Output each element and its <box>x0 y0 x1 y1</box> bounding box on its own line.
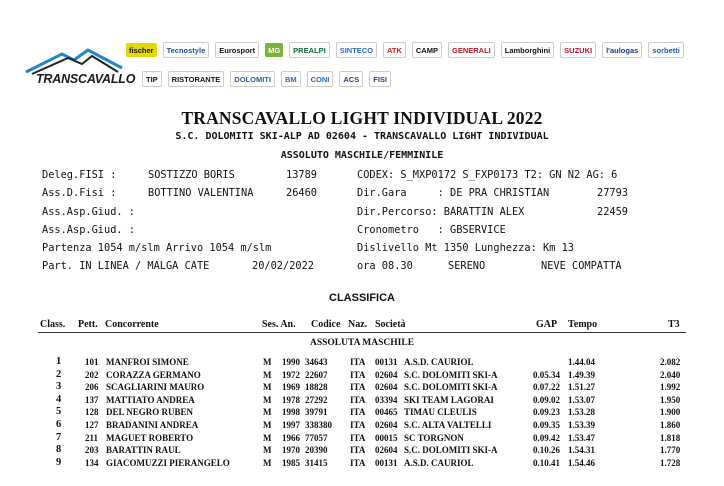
col-pett: Pett. <box>78 319 98 330</box>
section-title: ASSOLUTA MASCHILE <box>309 338 415 348</box>
cell-t3-points: 1.950 <box>660 394 681 405</box>
cell-position: 3 <box>56 381 62 393</box>
table-row <box>0 433 724 445</box>
cell-club-code: 02604 <box>375 445 398 456</box>
cell-gap: 0.09.35 <box>533 420 560 430</box>
cell-time: 1.54.31 <box>568 445 595 456</box>
cell-gap: 0.07.22 <box>533 382 560 393</box>
sponsor-logo: MG <box>265 43 283 57</box>
cell-club-code: 00131 <box>375 457 398 468</box>
sponsor-logo: l'aulogas <box>602 42 642 58</box>
cell-athlete-name: SCAGLIARINI MAURO <box>106 382 205 393</box>
cell-athlete-name: MAGUET ROBERTO <box>106 432 194 443</box>
cell-position: 8 <box>56 444 62 456</box>
cell-t3-points: 1.992 <box>660 382 681 393</box>
sponsor-logo: PREALPI <box>289 42 330 58</box>
sponsor-logo: Tecnostyle <box>163 42 210 58</box>
classifica-heading: CLASSIFICA <box>329 292 395 304</box>
cell-position: 7 <box>56 431 62 443</box>
cell-athlete-name: MATTIATO ANDREA <box>106 394 195 405</box>
deleg-name: SOSTIZZO BORIS <box>148 169 235 181</box>
cell-gap: 0.09.02 <box>533 394 560 405</box>
cell-athlete-name: CORAZZA GERMANO <box>106 369 201 380</box>
col-societa: Società <box>375 319 406 330</box>
cell-club-code: 00015 <box>375 432 398 443</box>
cell-bib-number: 206 <box>85 382 99 393</box>
race-date: 20/02/2022 <box>252 260 314 272</box>
dir-gara-code: 27793 <box>597 187 628 199</box>
cell-time: 1.51.27 <box>568 382 595 393</box>
cell-birth-year: 1970 <box>282 445 300 456</box>
sponsor-logo: BM <box>281 71 301 87</box>
cell-nation: ITA <box>350 394 366 405</box>
cell-t3-points: 1.860 <box>660 420 681 430</box>
sponsor-logo: ACS <box>339 71 363 87</box>
cell-time: 1.53.07 <box>568 394 595 405</box>
cell-time: 1.54.46 <box>568 457 595 468</box>
cell-athlete-name: BARATTIN RAUL <box>106 445 181 456</box>
cell-athlete-name: MANFROI SIMONE <box>106 357 189 367</box>
sponsor-logo: DOLOMITI <box>230 71 275 87</box>
cell-sex: M <box>263 394 272 405</box>
cell-fisi-code: 34643 <box>305 357 328 367</box>
table-row <box>0 395 724 407</box>
sponsor-strip-bottom <box>142 71 632 87</box>
cell-bib-number: 134 <box>85 457 99 468</box>
col-codice: Codice <box>311 319 341 330</box>
weather: SERENO <box>448 260 486 272</box>
sponsor-logo: TIP <box>142 71 162 87</box>
assd-name: BOTTINO VALENTINA <box>148 187 254 199</box>
cell-club-code: 02604 <box>375 369 398 380</box>
dir-gara: Dir.Gara : DE PRA CHRISTIAN <box>357 187 550 199</box>
table-row <box>0 382 724 394</box>
dir-percorso-code: 22459 <box>597 206 628 218</box>
cell-bib-number: 203 <box>85 445 99 456</box>
cell-birth-year: 1966 <box>282 432 300 443</box>
cell-bib-number: 202 <box>85 369 99 380</box>
assd-code: 26460 <box>286 187 317 199</box>
cell-gap: 0.09.42 <box>533 432 560 443</box>
page-title: TRANSCAVALLO LIGHT INDIVIDUAL 2022 <box>181 108 543 128</box>
cell-nation: ITA <box>350 420 366 430</box>
cell-sex: M <box>263 445 272 456</box>
cell-birth-year: 1972 <box>282 369 300 380</box>
cell-birth-year: 1998 <box>282 407 300 418</box>
assd-label: Ass.D.Fisi : <box>42 187 117 199</box>
cell-nation: ITA <box>350 407 366 418</box>
cell-fisi-code: 77057 <box>305 432 328 443</box>
cell-t3-points: 1.818 <box>660 432 681 443</box>
cell-club-name: S.C. ALTA VALTELLI <box>404 420 492 430</box>
cell-gap: 0.10.41 <box>533 457 560 468</box>
sponsor-logo: RISTORANTE <box>168 71 225 87</box>
cell-sex: M <box>263 407 272 418</box>
header-divider <box>38 332 686 333</box>
cell-club-code: 00131 <box>375 357 398 367</box>
cell-nation: ITA <box>350 382 366 393</box>
cell-position: 5 <box>56 406 62 418</box>
cronometro: Cronometro : GBSERVICE <box>357 224 506 236</box>
cell-fisi-code: 39791 <box>305 407 328 418</box>
cell-position: 4 <box>56 393 62 405</box>
cell-bib-number: 211 <box>85 432 99 443</box>
cell-athlete-name: DEL NEGRO RUBEN <box>106 407 194 418</box>
cell-athlete-name: GIACOMUZZI PIERANGELO <box>106 457 230 468</box>
sponsor-logo: FISI <box>369 71 391 87</box>
cell-t3-points: 2.040 <box>660 369 681 380</box>
cell-gap: 0.10.26 <box>533 445 560 456</box>
codex: CODEX: S_MXP0172 S_FXP0173 T2: GN N2 AG: 6 <box>357 169 618 181</box>
cell-time: 1.53.28 <box>568 407 595 418</box>
col-ses-an: Ses. An. <box>262 319 296 330</box>
partenza: Partenza 1054 m/slm Arrivo 1054 m/slm <box>42 242 272 254</box>
cell-club-code: 03394 <box>375 394 398 405</box>
category-label: ASSOLUTO MASCHILE/FEMMINILE <box>280 150 444 161</box>
sponsor-logo: GENERALI <box>448 42 495 58</box>
table-row <box>0 357 724 369</box>
col-class: Class. <box>40 319 66 330</box>
cell-fisi-code: 27292 <box>305 394 328 405</box>
cell-nation: ITA <box>350 357 366 367</box>
col-gap: GAP <box>536 319 558 330</box>
cell-bib-number: 128 <box>85 407 99 418</box>
deleg-label: Deleg.FISI : <box>42 169 117 181</box>
cell-sex: M <box>263 369 272 380</box>
cell-birth-year: 1985 <box>282 457 300 468</box>
cell-fisi-code: 338380 <box>305 420 332 430</box>
table-row <box>0 458 724 470</box>
snow-condition: NEVE COMPATTA <box>541 260 622 272</box>
col-concorrente: Concorrente <box>105 319 159 330</box>
cell-position: 1 <box>56 356 62 367</box>
cell-fisi-code: 22607 <box>305 369 328 380</box>
dislivello: Dislivello Mt 1350 Lunghezza: Km 13 <box>357 242 574 254</box>
sponsor-logo: fischer <box>126 43 157 57</box>
cell-fisi-code: 20390 <box>305 445 328 456</box>
cell-club-code: 02604 <box>375 420 398 430</box>
cell-birth-year: 1997 <box>282 420 300 430</box>
part-info: Part. IN LINEA / MALGA CATE <box>42 260 210 272</box>
cell-t3-points: 1.770 <box>660 445 681 456</box>
cell-club-name: A.S.D. CAURIOL <box>404 357 474 367</box>
table-row <box>0 370 724 382</box>
cell-sex: M <box>263 457 272 468</box>
cell-nation: ITA <box>350 445 366 456</box>
cell-time: 1.49.39 <box>568 369 595 380</box>
dir-percorso: Dir.Percorso: BARATTIN ALEX <box>357 206 525 218</box>
transcavallo-logo <box>22 46 136 94</box>
cell-gap: 0.05.34 <box>533 369 560 380</box>
col-t3: T3 <box>668 319 680 330</box>
ass-asp-giud-1: Ass.Asp.Giud. : <box>42 206 135 218</box>
cell-position: 6 <box>56 419 62 430</box>
cell-club-name: SC TORGNON <box>404 432 464 443</box>
table-row <box>0 407 724 419</box>
cell-sex: M <box>263 382 272 393</box>
cell-birth-year: 1978 <box>282 394 300 405</box>
col-tempo: Tempo <box>568 319 598 330</box>
sponsor-logo: Lamborghini <box>501 42 554 58</box>
cell-fisi-code: 18828 <box>305 382 328 393</box>
race-time: ora 08.30 <box>357 260 413 272</box>
cell-birth-year: 1990 <box>282 357 300 367</box>
cell-t3-points: 2.082 <box>660 357 681 367</box>
cell-nation: ITA <box>350 457 366 468</box>
race-subtitle: S.C. DOLOMITI SKI-ALP AD 02604 - TRANSCAVALLO LIGHT INDIVIDUAL <box>175 131 549 142</box>
sponsor-logo: Eurosport <box>215 42 259 58</box>
sponsor-logo: CAMP <box>412 42 442 58</box>
cell-club-code: 02604 <box>375 382 398 393</box>
cell-time: 1.53.39 <box>568 420 595 430</box>
sponsor-logo: ATK <box>383 42 406 58</box>
cell-time: 1.44.04 <box>568 357 595 367</box>
cell-bib-number: 127 <box>85 420 99 430</box>
cell-club-name: TIMAU CLEULIS <box>404 407 477 418</box>
cell-gap: 0.09.23 <box>533 407 560 418</box>
sponsor-logo: CONI <box>307 71 334 87</box>
cell-nation: ITA <box>350 432 366 443</box>
sponsor-strip-top <box>126 42 680 58</box>
cell-position: 2 <box>56 368 62 380</box>
table-row <box>0 420 724 432</box>
sponsor-logo: SINTECO <box>336 42 377 58</box>
ass-asp-giud-2: Ass.Asp.Giud. : <box>42 224 135 236</box>
cell-sex: M <box>263 432 272 443</box>
cell-club-name: SKI TEAM LAGORAI <box>404 394 494 405</box>
cell-club-name: S.C. DOLOMITI SKI-A <box>404 369 498 380</box>
cell-nation: ITA <box>350 369 366 380</box>
cell-t3-points: 1.728 <box>660 457 681 468</box>
logo-wordmark: TRANSCAVALLO <box>36 72 136 86</box>
deleg-code: 13789 <box>286 169 317 181</box>
cell-club-code: 00465 <box>375 407 398 418</box>
cell-club-name: S.C. DOLOMITI SKI-A <box>404 445 498 456</box>
cell-bib-number: 101 <box>85 357 99 367</box>
cell-position: 9 <box>56 456 62 468</box>
cell-bib-number: 137 <box>85 394 99 405</box>
cell-club-name: A.S.D. CAURIOL <box>404 457 474 468</box>
col-naz: Naz. <box>348 319 368 330</box>
cell-fisi-code: 31415 <box>305 457 328 468</box>
cell-sex: M <box>263 357 272 367</box>
cell-t3-points: 1.900 <box>660 407 681 418</box>
sponsor-logo: SUZUKI <box>560 42 596 58</box>
cell-birth-year: 1969 <box>282 382 300 393</box>
cell-club-name: S.C. DOLOMITI SKI-A <box>404 382 498 393</box>
sponsor-logo: sorbetti <box>648 42 684 58</box>
cell-sex: M <box>263 420 272 430</box>
cell-athlete-name: BRADANINI ANDREA <box>106 420 199 430</box>
cell-time: 1.53.47 <box>568 432 595 443</box>
table-row <box>0 445 724 457</box>
